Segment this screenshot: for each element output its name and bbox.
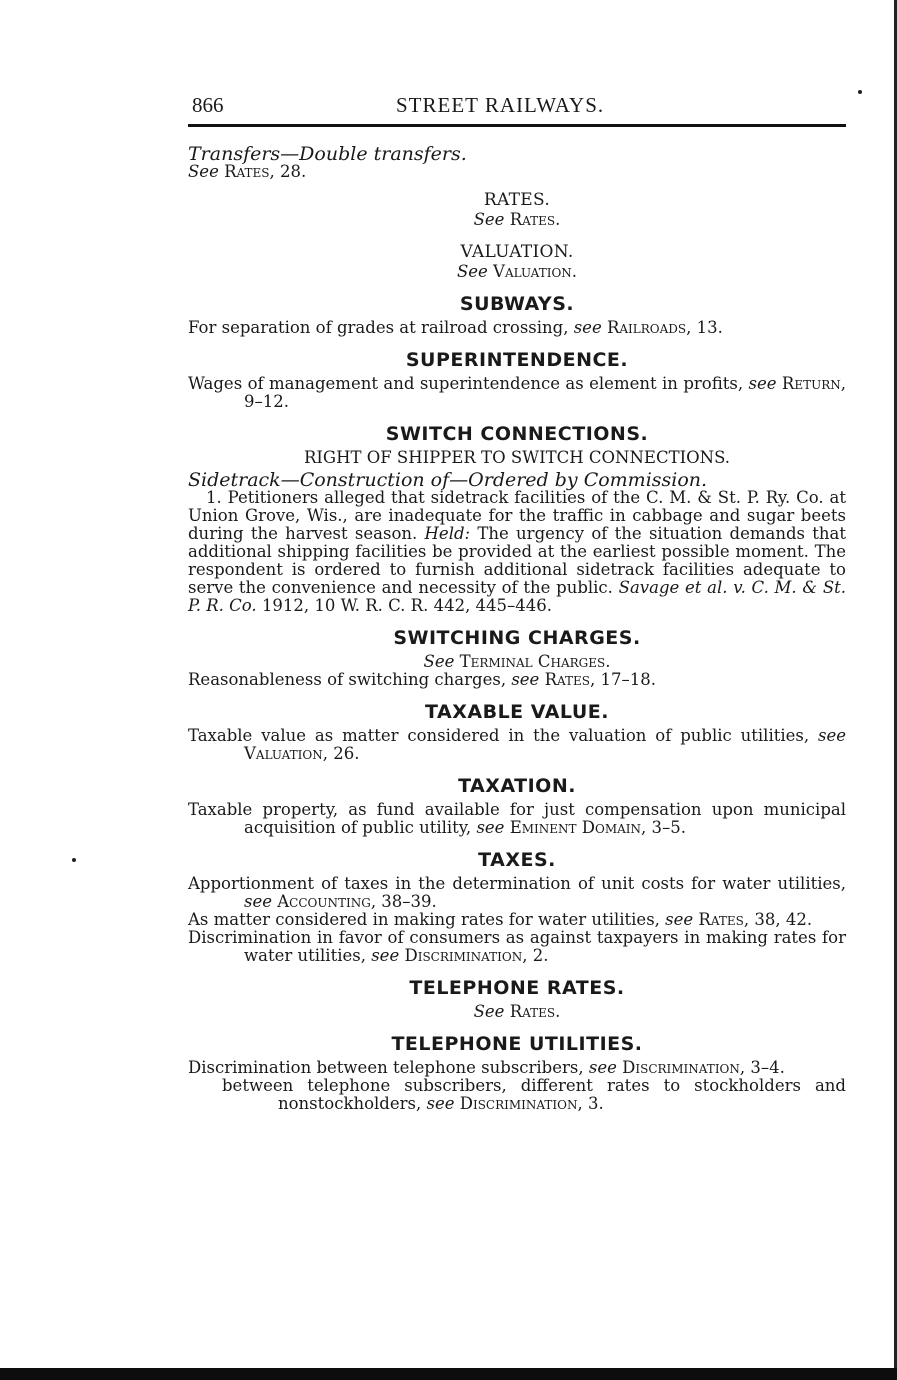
heading-taxable-value: TAXABLE VALUE. [425, 701, 609, 723]
case-citation: Savage et al. v. C. M. & St. P. R. Co. [188, 578, 846, 615]
cross-ref: Rates [224, 162, 270, 181]
ref-number: , 26. [322, 744, 360, 763]
cross-ref: Terminal Charges. [459, 652, 611, 671]
cross-ref: Eminent Domain [509, 818, 642, 837]
sidetrack-paragraph [188, 489, 846, 615]
see-word: See [473, 1002, 505, 1021]
switching-entry [188, 671, 846, 689]
page-number: 866 [192, 93, 224, 117]
running-title: STREET RAILWAYS. [396, 93, 605, 117]
ref-number: , 3–5. [641, 818, 687, 837]
heading-telephone-utilities: TELEPHONE UTILITIES. [391, 1033, 643, 1055]
rates-caption: RATES. [483, 190, 551, 210]
see-word: See [456, 262, 488, 281]
sidetrack-title: Sidetrack—Construction of—Ordered by Commission. [188, 469, 708, 491]
see-word: see [573, 318, 602, 337]
scan-speck [72, 858, 76, 862]
subheading-shipper-right: RIGHT OF SHIPPER TO SWITCH CONNECTIONS. [303, 448, 731, 467]
entry-text: Discrimination in favor of consumers as against taxpayers in making rates for water utilities, [188, 928, 846, 965]
heading-taxes: TAXES. [478, 849, 556, 871]
cross-ref: Rates [544, 670, 590, 689]
taxes-entry-rates [188, 911, 846, 929]
running-head [188, 90, 846, 120]
cross-ref: Rates. [509, 210, 561, 229]
subways-entry [188, 319, 846, 337]
heading-taxation: TAXATION. [458, 775, 576, 797]
cross-ref: Discrimination [404, 946, 523, 965]
ref-number: , 3. [577, 1094, 604, 1113]
cross-ref: Rates. [509, 1002, 561, 1021]
cross-ref: Accounting [277, 892, 371, 911]
ref-number: , 2. [522, 946, 549, 965]
see-word: See [423, 652, 455, 671]
entry-text: As matter considered in making rates for water utilities, [188, 910, 660, 929]
see-word: see [476, 818, 505, 837]
see-word: see [371, 946, 400, 965]
superintendence-entry [188, 375, 846, 411]
scan-bottom-band [0, 1368, 897, 1380]
telephone-utilities-entry [188, 1059, 846, 1077]
see-word: see [244, 892, 272, 911]
paragraph-text: 1. Petitioners alleged that sidetrack facilities of the C. M. & St. P. Ry. Co. at Union Grove, Wis., are inadequate for the traffic in cabbage and sugar beets during the harvest season. [188, 488, 846, 543]
entry-text: Apportionment of taxes in the determination of unit costs for water utilities, [188, 874, 846, 893]
ref-number: , 38–39. [370, 892, 437, 911]
heading-switch-connections: SWITCH CONNECTIONS. [385, 423, 649, 445]
telephone-rates-see [188, 1003, 846, 1021]
ref-number: , 28. [269, 162, 307, 181]
citation-reference: 1912, 10 W. R. C. R. 442, 445–446. [261, 596, 553, 615]
heading-telephone-rates: TELEPHONE RATES. [409, 977, 625, 999]
cross-ref: Valuation [244, 744, 323, 763]
ref-number: , 17–18. [589, 670, 656, 689]
document-page [188, 90, 846, 1113]
cross-ref: Discrimination [459, 1094, 578, 1113]
paragraph-text: The urgency of the situation demands that additional shipping facilities be provided at the earliest possible moment. The respondent is ordered to furnish additional sidetrack facilities adequate to serve the convenience and necessity of the public. [188, 524, 847, 597]
cross-ref: Valuation. [493, 262, 578, 281]
scan-speck [858, 90, 862, 94]
entry-text: Reasonableness of switching charges, [188, 670, 507, 689]
see-word: see [588, 1058, 617, 1077]
taxes-entry-discrimination [188, 929, 846, 965]
transfers-title: Transfers—Double transfers. [188, 143, 467, 165]
ref-number: , 9–12. [244, 374, 847, 411]
see-word: see [426, 1094, 455, 1113]
entry-text: Taxable property, as fund available for just compensation upon municipal acquisition of public utility, [188, 800, 846, 837]
transfers-entry [188, 145, 846, 181]
taxes-entry-apportionment [188, 875, 846, 911]
cross-ref: Railroads [606, 318, 687, 337]
see-word: see [748, 374, 777, 393]
cross-ref: Discrimination [622, 1058, 740, 1077]
cross-ref: Rates [698, 910, 744, 929]
taxation-entry [188, 801, 846, 837]
entry-text: between telephone subscribers, different rates to stockholders and nonstockholders, [222, 1076, 846, 1113]
heading-superintendence: SUPERINTENDENCE. [405, 349, 629, 371]
header-rule [188, 124, 846, 127]
entry-text: Taxable value as matter considered in the valuation of public utilities, [188, 726, 810, 745]
taxable-value-entry [188, 727, 846, 763]
valuation-caption: VALUATION. [460, 242, 574, 262]
see-word: See [188, 162, 219, 181]
see-word: see [818, 726, 846, 745]
switching-see-also [188, 653, 846, 671]
telephone-utilities-subentry [188, 1077, 846, 1113]
ref-number: , 3–4. [739, 1058, 785, 1077]
see-word: see [665, 910, 694, 929]
held-label: Held: [424, 524, 471, 543]
ref-number: , 38, 42. [743, 910, 813, 929]
heading-subways: SUBWAYS. [459, 293, 575, 315]
heading-switching-charges: SWITCHING CHARGES. [393, 627, 641, 649]
entry-text: Wages of management and superintendence as element in profits, [188, 374, 744, 393]
see-word: see [511, 670, 540, 689]
see-word: See [473, 210, 505, 229]
valuation-subentry [188, 243, 846, 281]
entry-text: For separation of grades at railroad crossing, [188, 318, 569, 337]
entry-text: Discrimination between telephone subscribers, [188, 1058, 584, 1077]
ref-number: , 13. [686, 318, 723, 337]
cross-ref: Return [781, 374, 841, 393]
rates-subentry [188, 191, 846, 229]
